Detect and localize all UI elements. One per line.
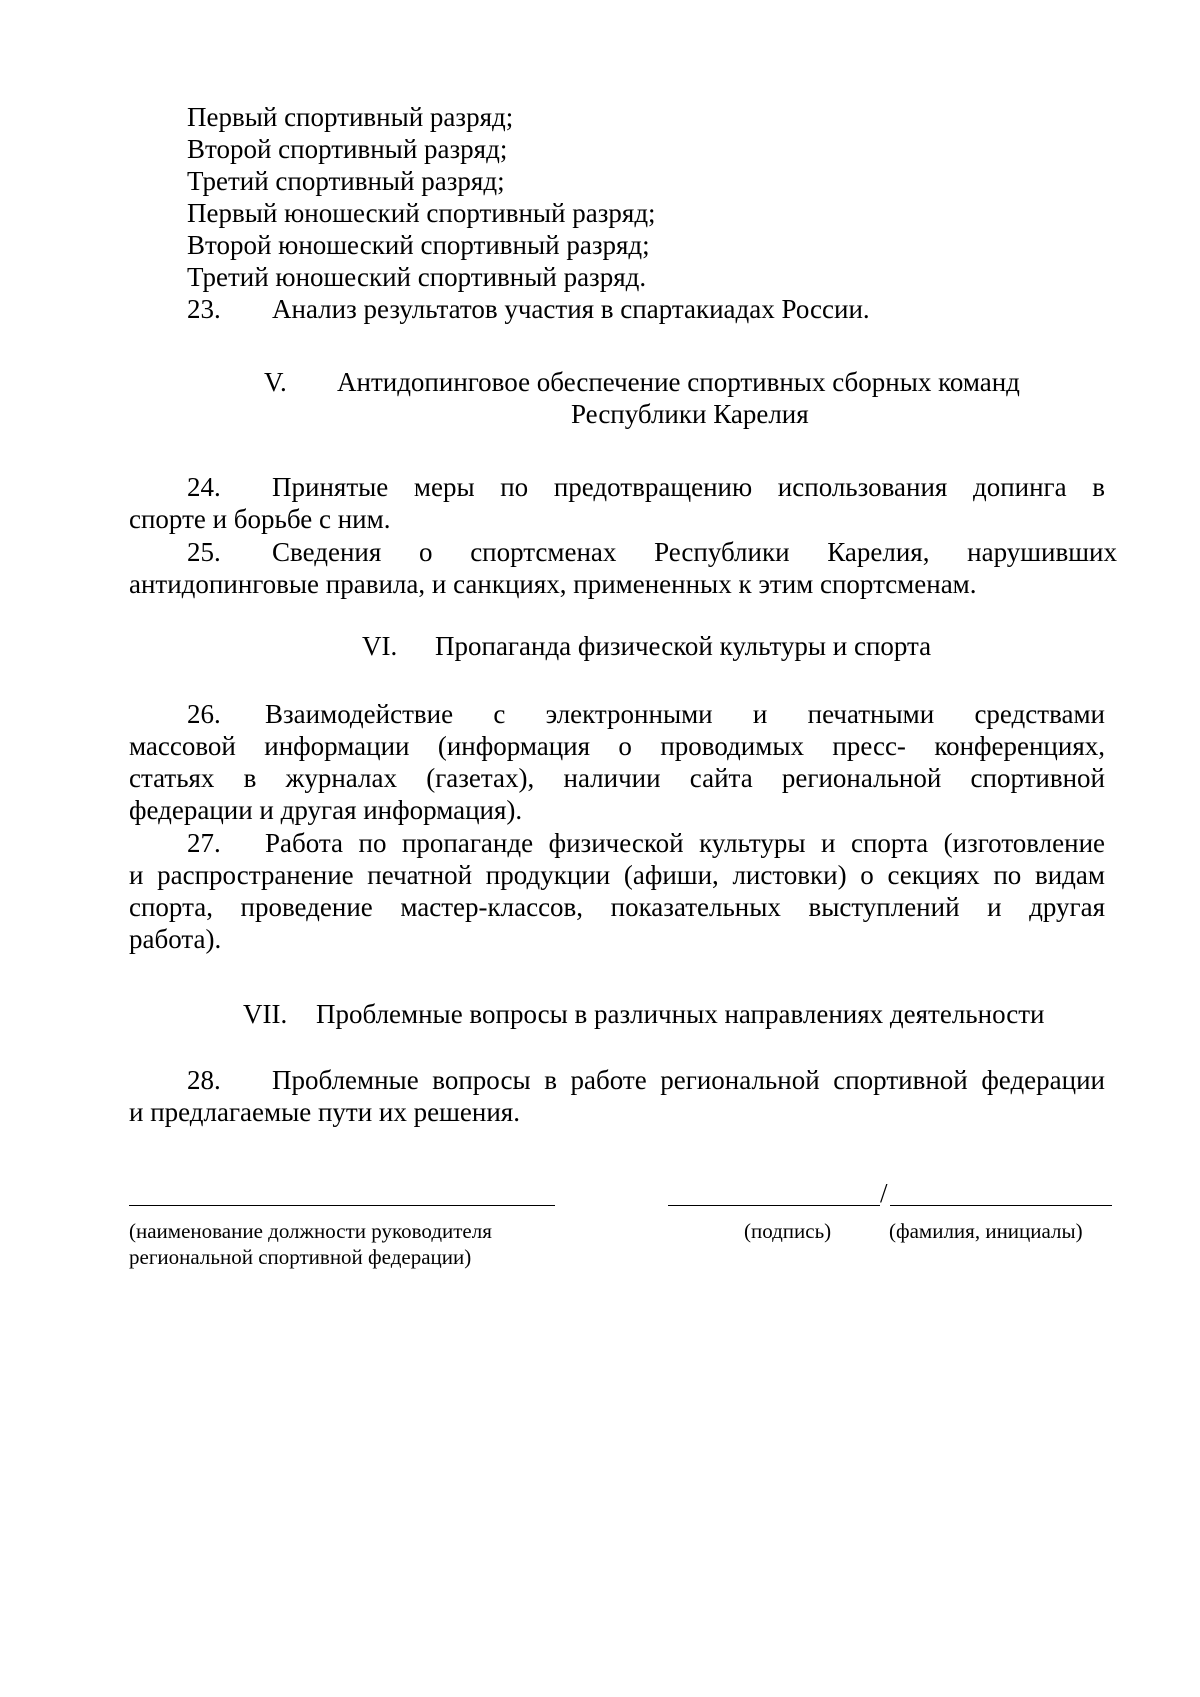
rank-line-3: Третий спортивный разряд;: [187, 166, 505, 196]
item-26-line-3: статьях в журналах (газетах), наличии сайта региональной спортивной: [129, 763, 1105, 793]
section-7-title: Проблемные вопросы в различных направлениях деятельности: [316, 999, 1045, 1029]
item-26-line-4: федерации и другая информация).: [129, 795, 523, 825]
section-6-roman: VI.: [362, 631, 398, 661]
item-25-number: 25.: [187, 537, 221, 567]
section-5-title-line-1: Антидопинговое обеспечение спортивных сборных команд: [337, 367, 1020, 397]
signature-caption: (подпись): [744, 1219, 832, 1243]
name-signature-line: [890, 1205, 1112, 1206]
rank-line-5: Второй юношеский спортивный разряд;: [187, 230, 650, 260]
position-signature-line: [129, 1205, 555, 1206]
item-24-line-1: Принятые меры по предотвращению использования допинга в: [272, 472, 1105, 502]
item-28-line-1: Проблемные вопросы в работе региональной спортивной федерации: [272, 1065, 1105, 1095]
rank-line-6: Третий юношеский спортивный разряд.: [187, 262, 647, 292]
item-28-line-2: и предлагаемые пути их решения.: [129, 1097, 520, 1127]
section-5-title-line-2: Республики Карелия: [571, 399, 809, 429]
position-caption-line-1: (наименование должности руководителя: [129, 1219, 492, 1243]
item-27-line-4: работа).: [129, 924, 222, 954]
item-27-number: 27.: [187, 828, 221, 858]
section-5-roman: V.: [264, 367, 287, 397]
item-26-line-1: Взаимодействие с электронными и печатными средствами: [265, 699, 1105, 729]
item-23-text: Анализ результатов участия в спартакиадах России.: [272, 294, 870, 324]
name-caption: (фамилия, инициалы): [889, 1219, 1083, 1243]
rank-line-4: Первый юношеский спортивный разряд;: [187, 198, 656, 228]
item-26-number: 26.: [187, 699, 221, 729]
item-28-number: 28.: [187, 1065, 221, 1095]
section-7-roman: VII.: [243, 999, 288, 1029]
rank-line-1: Первый спортивный разряд;: [187, 102, 514, 132]
item-24-line-2: спорте и борьбе с ним.: [129, 504, 391, 534]
item-27-line-3: спорта, проведение мастер-классов, показательных выступлений и другая: [129, 892, 1105, 922]
section-6-title: Пропаганда физической культуры и спорта: [435, 631, 932, 661]
item-27-line-2: и распространение печатной продукции (афиши, листовки) о секциях по видам: [129, 860, 1105, 890]
position-caption-line-2: региональной спортивной федерации): [129, 1245, 472, 1269]
item-25-line-2: антидопинговые правила, и санкциях, примененных к этим спортсменам.: [129, 569, 977, 599]
item-23-number: 23.: [187, 294, 221, 324]
item-25-line-1: Сведения о спортсменах Республики Карелия, нарушивших: [272, 537, 1117, 567]
signature-line: [668, 1205, 880, 1206]
rank-line-2: Второй спортивный разряд;: [187, 134, 508, 164]
item-24-number: 24.: [187, 472, 221, 502]
signature-separator: /: [880, 1178, 888, 1208]
item-26-line-2: массовой информации (информация о проводимых пресс- конференциях,: [129, 731, 1105, 761]
item-27-line-1: Работа по пропаганде физической культуры и спорта (изготовление: [265, 828, 1105, 858]
